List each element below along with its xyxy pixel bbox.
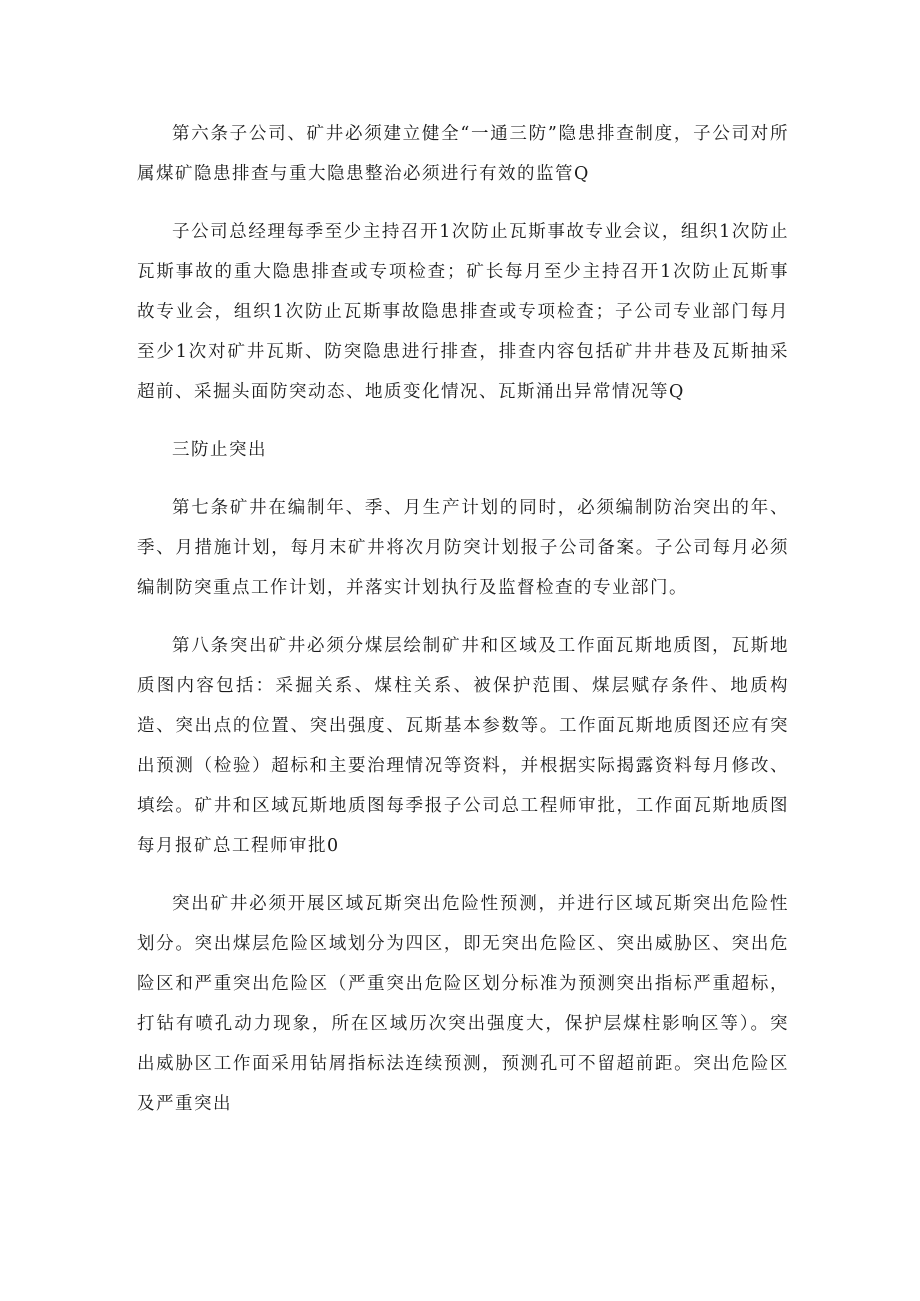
section-heading-outburst-prevention: 三防止突出 [172,440,267,460]
paragraph-article-7: 第七条矿井在编制年、季、月生产计划的同时，必须编制防治突出的年、季、月措施计划，每月末矿井将次月防突计划报子公司备案。子公司每月必须编制防突重点工作计划，并落实计划执行及监督检查的专业部门。 [137,498,789,598]
paragraph-manager-duties: 子公司总经理每季至少主持召开1次防止瓦斯事故专业会议，组织1次防止瓦斯事故的重大隐患排查或专项检查；矿长每月至少主持召开1次防止瓦斯事故专业会，组织1次防止瓦斯事故隐患排查或专项检査；子公司专业部门每月至少1次对矿井瓦斯、防突隐患进行排查，排查内容包括矿井井巷及瓦斯抽采超前、采掘头面防突动态、地质变化情况、瓦斯涌出异常情况等Q [137,222,789,402]
paragraph-article-8: 第八条突出矿井必须分煤层绘制矿井和区域及工作面瓦斯地质图，瓦斯地质图内容包括：采掘关系、煤柱关系、被保护范围、煤层赋存条件、地质构造、突出点的位置、突出强度、瓦斯基本参数等。工作面瓦斯地质图还应有突出预测（检验）超标和主要治理情况等资料，并根据实际揭露资料每月修改、填绘。矿井和区域瓦斯地质图每季报子公司总工程师审批，工作面瓦斯地质图每月报矿总工程师审批0 [137,636,789,856]
document-body [137,114,789,1142]
paragraph-regional-prediction: 突出矿井必须开展区域瓦斯突出危险性预测，并进行区域瓦斯突出危险性划分。突出煤层危险区域划分为四区，即无突出危险区、突出威胁区、突出危险区和严重突出危险区（严重突出危险区划分标准为预测突出指标严重超标，打钻有喷孔动力现象，所在区域历次突出强度大，保护层煤柱影响区等）。突出威胁区工作面采用钻屑指标法连续预测，预测孔可不留超前距。突出危险区及严重突出 [137,894,789,1114]
paragraph-article-6: 第六条子公司、矿井必须建立健全“一通三防”隐患排查制度，子公司对所属煤矿隐患排查与重大隐患整治必须进行有效的监管Q [137,124,789,184]
